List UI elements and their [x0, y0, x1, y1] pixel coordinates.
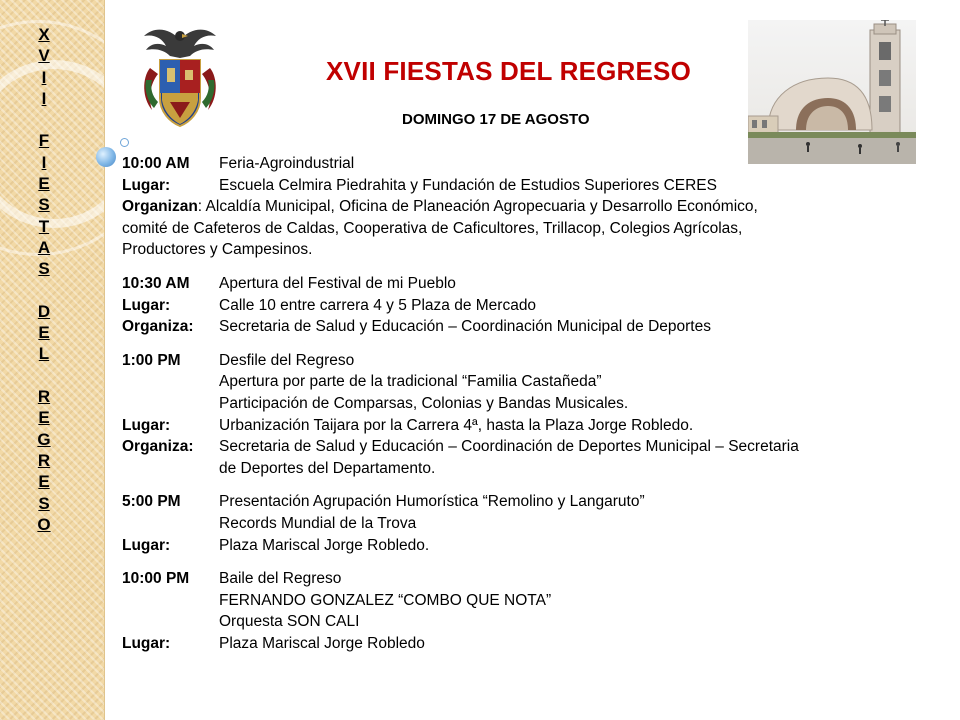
- event-text: Plaza Mariscal Jorge Robledo.: [219, 536, 430, 554]
- sidebar-letter: R: [37, 450, 51, 470]
- sidebar-letter: R: [37, 387, 51, 407]
- sidebar-letter: T: [38, 216, 50, 236]
- event-label: [122, 611, 219, 633]
- event-text: Desfile del Regreso: [219, 351, 355, 369]
- organizers-text: : Alcaldía Municipal, Oficina de Planeación Agropecuaria y Desarrollo Económico,: [197, 198, 758, 216]
- sidebar-letter: G: [37, 429, 51, 449]
- sidebar-letter: D: [37, 301, 51, 321]
- sidebar-letter: S: [38, 493, 50, 513]
- sidebar-letter: S: [38, 259, 50, 279]
- sidebar-letter: S: [38, 195, 50, 215]
- event-text: Presentación Agrupación Humorística “Remolino y Langaruto”: [219, 493, 645, 511]
- event-text: Participación de Comparsas, Colonias y Bandas Musicales.: [219, 394, 629, 412]
- event-text: FERNANDO GONZALEZ “COMBO QUE NOTA”: [219, 591, 552, 609]
- decorative-sidebar: [0, 0, 104, 720]
- event-text: Plaza Mariscal Jorge Robledo: [219, 634, 425, 652]
- event-row: [122, 153, 952, 175]
- sidebar-letter: L: [38, 344, 50, 364]
- sidebar-letter: [42, 280, 47, 301]
- event-row: [122, 633, 952, 655]
- page-title: XVII FIESTAS DEL REGRESO: [326, 56, 692, 86]
- event-gap: [122, 338, 952, 350]
- event-row: [122, 611, 952, 633]
- event-label: Lugar:: [122, 634, 171, 652]
- sidebar-letter: [42, 109, 47, 130]
- event-block: [122, 350, 952, 480]
- event-text: Feria-Agroindustrial: [219, 155, 355, 172]
- sidebar-letter: F: [38, 131, 50, 151]
- event-label: 10:00 PM: [122, 570, 190, 588]
- organizers-line: [122, 196, 952, 218]
- event-block: [122, 491, 952, 556]
- organizers-line: [122, 239, 952, 261]
- event-row: [122, 295, 952, 317]
- bullet-dot-small-icon: [120, 138, 129, 147]
- event-text: Urbanización Taijara por la Carrera 4ª, hasta la Plaza Jorge Robledo.: [219, 416, 694, 434]
- event-label: Lugar:: [122, 296, 171, 314]
- event-text: Baile del Regreso: [219, 570, 342, 588]
- event-label: Organiza:: [122, 318, 194, 336]
- event-text: Escuela Celmira Piedrahita y Fundación de Estudios Superiores CERES: [219, 176, 717, 194]
- event-block: [122, 273, 952, 338]
- sidebar-letter: E: [38, 408, 50, 428]
- sidebar-letter: X: [38, 25, 50, 44]
- event-text: Secretaria de Salud y Educación – Coordinación Municipal de Deportes: [219, 318, 711, 336]
- sidebar-letter: A: [37, 237, 51, 257]
- event-label: Lugar:: [122, 416, 171, 434]
- event-row: [122, 393, 952, 415]
- coat-of-arms-logo: [140, 18, 220, 130]
- event-text: Apertura por parte de la tradicional “Familia Castañeda”: [219, 373, 602, 391]
- event-text: Records Mundial de la Trova: [219, 514, 417, 532]
- schedule: [122, 153, 952, 654]
- event-row: [122, 316, 952, 338]
- event-row: [122, 590, 952, 612]
- event-row: [122, 273, 952, 295]
- sidebar-letter: I: [41, 88, 47, 108]
- event-label: Organiza:: [122, 438, 194, 456]
- event-label: [122, 513, 219, 535]
- event-label: [122, 458, 219, 480]
- event-gap: [122, 479, 952, 491]
- bullet-dot-icon: [96, 147, 116, 167]
- organizers-line: [122, 218, 952, 240]
- event-row: [122, 436, 952, 458]
- event-block: [122, 153, 952, 261]
- event-label: [122, 393, 219, 415]
- event-row: [122, 458, 952, 480]
- event-text: Calle 10 entre carrera 4 y 5 Plaza de Mercado: [219, 296, 537, 314]
- sidebar-letter: E: [38, 323, 50, 343]
- event-text: Orquesta SON CALI: [219, 613, 360, 631]
- organizers-text: Productores y Campesinos.: [122, 241, 313, 259]
- event-label: 5:00 PM: [122, 493, 181, 511]
- event-label: 10:30 AM: [122, 274, 190, 292]
- event-text: Secretaria de Salud y Educación – Coordinación de Deportes Municipal – Secretaria: [219, 438, 799, 456]
- sidebar-letter: [42, 365, 47, 386]
- event-block: [122, 568, 952, 654]
- event-row: [122, 568, 952, 590]
- event-text: de Deportes del Departamento.: [219, 459, 436, 477]
- event-label: [122, 371, 219, 393]
- church-photo: [748, 20, 916, 164]
- event-row: [122, 175, 952, 197]
- event-row: [122, 350, 952, 372]
- event-row: [122, 415, 952, 437]
- event-label: 10:00 AM: [122, 155, 190, 172]
- event-label: [122, 590, 219, 612]
- event-label: Lugar:: [122, 536, 171, 554]
- sidebar-letter: O: [37, 514, 51, 534]
- sidebar-letter: I: [41, 152, 47, 172]
- event-row: [122, 491, 952, 513]
- event-label: 1:00 PM: [122, 351, 181, 369]
- sidebar-divider: [104, 0, 109, 720]
- event-row: [122, 535, 952, 557]
- event-text: Apertura del Festival de mi Pueblo: [219, 274, 456, 292]
- organizers-text: comité de Cafeteros de Caldas, Cooperativa de Caficultores, Trillacop, Colegios Agrícolas,: [122, 219, 743, 237]
- sidebar-letter: E: [38, 174, 50, 194]
- sidebar-letter: I: [41, 67, 47, 87]
- event-label: Lugar:: [122, 176, 171, 194]
- organizers-label: Organizan: [122, 198, 198, 216]
- event-row: [122, 371, 952, 393]
- event-gap: [122, 261, 952, 273]
- vertical-title: [0, 24, 88, 535]
- sidebar-letter: E: [38, 472, 50, 492]
- date-subtitle: DOMINGO 17 DE AGOSTO: [402, 111, 590, 128]
- sidebar-letter: V: [38, 46, 50, 66]
- event-row: [122, 513, 952, 535]
- event-gap: [122, 556, 952, 568]
